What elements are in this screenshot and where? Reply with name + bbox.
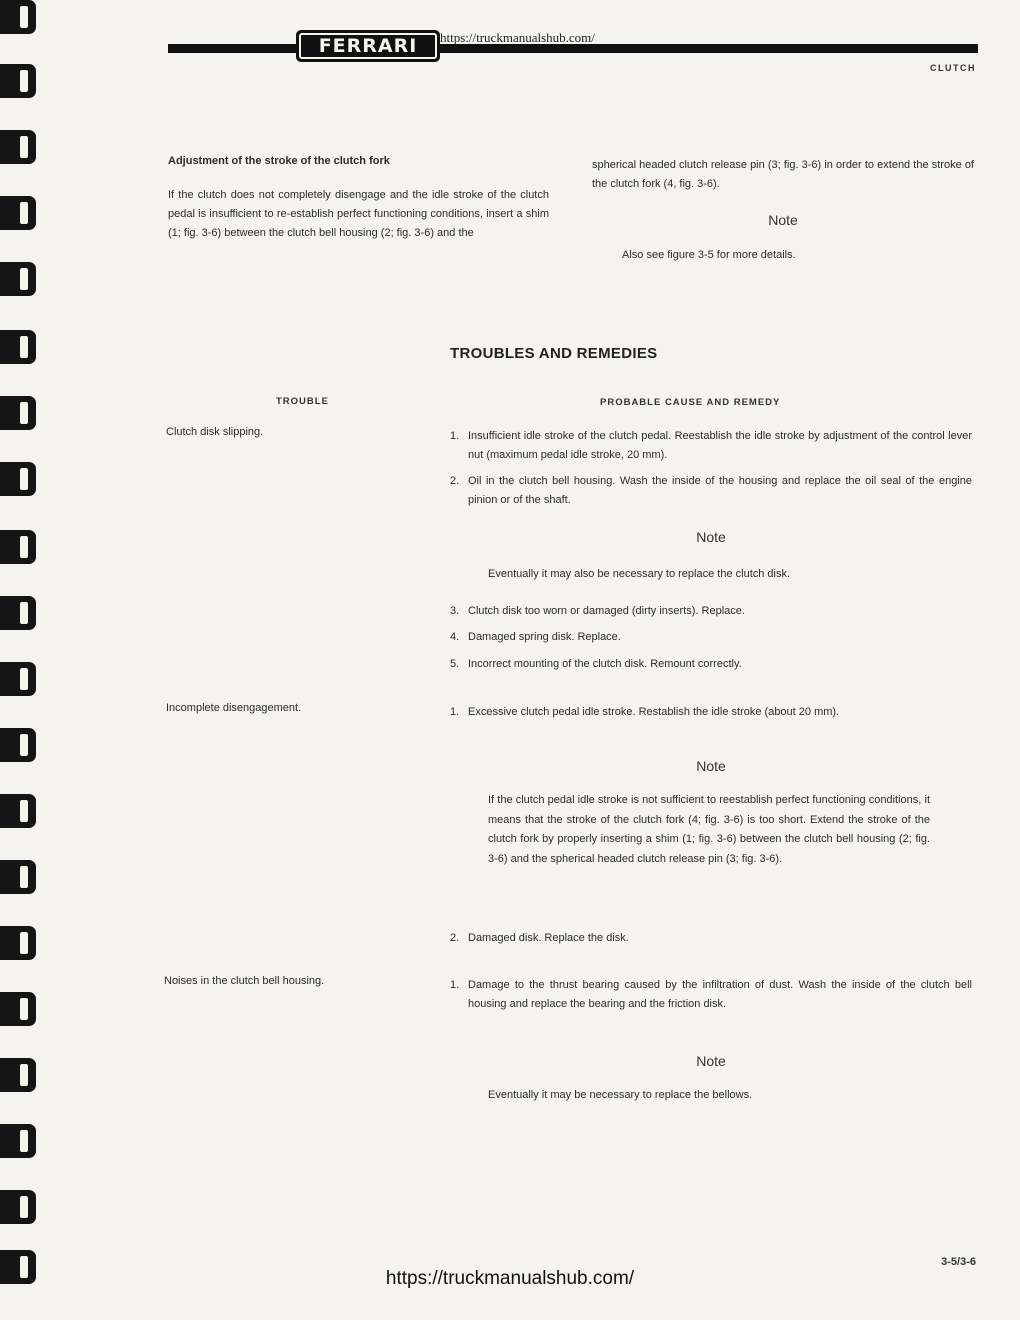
intro-body-left: If the clutch does not completely disengage and the idle stroke of the clutch pedal is insufficient to re-establish perfect functioning conditions, insert a shim (1; fig. 3-6) between the clutch bell housing (2; fig. 3-6) and the <box>168 189 549 239</box>
remedy-text: Incorrect mounting of the clutch disk. Remount correctly. <box>468 658 742 670</box>
remedy-text: Damaged disk. Replace the disk. <box>468 932 629 944</box>
remedy-number: 2. <box>450 932 460 944</box>
binding-ring <box>0 1124 36 1158</box>
binding-ring <box>0 262 36 296</box>
remedy-number: 4. <box>450 631 460 643</box>
remedy-item <box>450 472 972 510</box>
binding-ring <box>0 992 36 1026</box>
trouble-label: Incomplete disengagement. <box>166 702 302 714</box>
remedy-number: 1. <box>450 979 460 991</box>
binding-ring <box>0 1190 36 1224</box>
logo-text: FERRARI <box>299 33 437 59</box>
note-text: Eventually it may also be necessary to replace the clutch disk. <box>488 568 791 580</box>
note-text: If the clutch pedal idle stroke is not sufficient to reestablish perfect functioning conditions, it means that the stroke of the clutch fork (4; fig. 3-6) is too short. Extend the stroke of the clutch fork by properly inserting a shim (1; fig. 3-6) between the clutch bell housing (2; fig. 3-6) and the spherical headed clutch release pin (3; fig. 3-6). <box>488 794 930 865</box>
column-header-remedy: PROBABLE CAUSE AND REMEDY <box>600 397 781 408</box>
binding-ring <box>0 530 36 564</box>
intro-title: Adjustment of the stroke of the clutch fork <box>168 155 390 167</box>
remedy-item <box>450 628 972 647</box>
remedy-item <box>450 655 972 674</box>
binding-ring <box>0 0 36 34</box>
note-label: Note <box>696 529 726 545</box>
note-text: Eventually it may be necessary to replace the bellows. <box>488 1089 753 1101</box>
remedy-item <box>450 703 972 722</box>
binding-ring <box>0 330 36 364</box>
binding-ring <box>0 728 36 762</box>
intro-note-text: Also see figure 3-5 for more details. <box>622 249 796 261</box>
binding-ring <box>0 794 36 828</box>
remedy-item <box>450 427 972 465</box>
remedy-number: 3. <box>450 605 460 617</box>
binding-ring <box>0 196 36 230</box>
note-label: Note <box>696 1053 726 1069</box>
header-rule-left <box>168 44 296 53</box>
remedy-number: 1. <box>450 430 460 442</box>
remedy-item <box>450 976 972 1014</box>
binding-ring <box>0 130 36 164</box>
ferrari-logo <box>296 30 440 62</box>
remedy-text: Excessive clutch pedal idle stroke. Restablish the idle stroke (about 20 mm). <box>468 706 840 718</box>
trouble-label: Clutch disk slipping. <box>166 426 264 438</box>
intro-note-label: Note <box>768 212 798 228</box>
watermark-top-link[interactable]: https://truckmanualshub.com/ <box>440 30 595 45</box>
remedy-number: 2. <box>450 475 460 487</box>
troubles-heading: TROUBLES AND REMEDIES <box>450 345 658 362</box>
remedy-item <box>450 929 972 948</box>
section-title: CLUTCH <box>930 63 976 73</box>
binding-ring <box>0 462 36 496</box>
remedy-text: Damaged spring disk. Replace. <box>468 631 621 643</box>
intro-body-right: spherical headed clutch release pin (3; fig. 3-6) in order to extend the stroke of the clutch fork (4, fig. 3-6). <box>592 159 974 190</box>
column-header-trouble: TROUBLE <box>276 396 329 407</box>
note-label: Note <box>696 758 726 774</box>
remedy-text: Damage to the thrust bearing caused by the infiltration of dust. Wash the inside of the clutch bell housing and replace the bearing and the friction disk. <box>468 979 972 1010</box>
binding-ring <box>0 926 36 960</box>
binding-ring <box>0 64 36 98</box>
remedy-number: 1. <box>450 706 460 718</box>
remedy-text: Oil in the clutch bell housing. Wash the inside of the housing and replace the oil seal of the engine pinion or of the shaft. <box>468 475 972 506</box>
spiral-binding <box>0 0 40 1320</box>
binding-ring <box>0 1058 36 1092</box>
binding-ring <box>0 396 36 430</box>
remedy-number: 5. <box>450 658 460 670</box>
watermark-bottom-link[interactable]: https://truckmanualshub.com/ <box>385 1268 635 1289</box>
binding-ring <box>0 662 36 696</box>
binding-ring <box>0 860 36 894</box>
remedy-item <box>450 602 972 621</box>
binding-ring <box>0 596 36 630</box>
page-number: 3-5/3-6 <box>941 1256 976 1268</box>
remedy-text: Clutch disk too worn or damaged (dirty inserts). Replace. <box>468 605 745 617</box>
trouble-label: Noises in the clutch bell housing. <box>164 975 325 987</box>
remedy-text: Insufficient idle stroke of the clutch pedal. Reestablish the idle stroke by adjustment of the control lever nut (maximum pedal idle stroke, 20 mm). <box>468 430 972 461</box>
